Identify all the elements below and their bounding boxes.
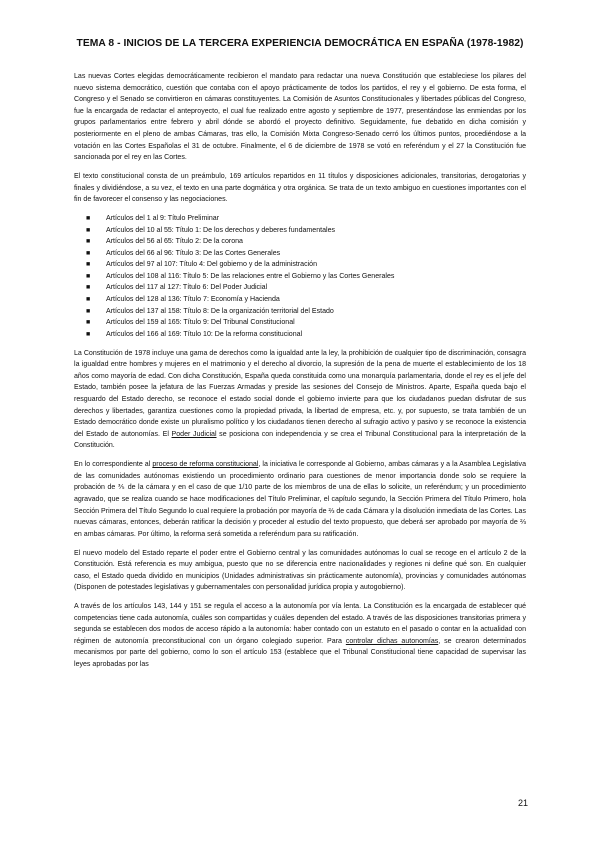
bullet-icon: ■ <box>86 319 91 327</box>
page-number: 21 <box>517 798 528 808</box>
list-item: ■ Artículos del 117 al 127: Título 6: Del Poder Judicial <box>74 282 526 294</box>
paragraph-rights: La Constitución de 1978 incluye una gama de derechos como la igualdad ante la ley, la prohibición de cualquier tipo de discriminación, consagra la igualdad entre hombres y mujeres en el matrimonio y el derecho al divorcio, la supresión de la pena de muerte el establecimiento de los 18 años como mayoría de edad. Con dicha Constitución, España queda constituida como una monarquía parlamentaria, donde el rey es el jefe del Estado, también posee la jefatura de las Fuerzas Armadas y preside las sesiones del Consejo de Ministros. Aparte, España queda bajo el resguardo del Estado derecho, se reconoce el estado social donde el gobierno invierte para que los ciudadanos puedan disfrutar de sus derechos y libertades, garantiza cuestiones como la propiedad privada, la libertad de empresa, etc. y, por supuesto, se trata también de un Estado democrático donde existe un pluralismo político y los ciudadanos tienen derecho al sufragio activo y pasivo y se reconoce la existencia del Estado de autonomías. El Poder Judicial se posiciona con independencia y se crea el Tribunal Constitucional para la interpretación de la Constitución. <box>74 349 526 450</box>
titles-list <box>74 213 526 341</box>
list-item: ■ Artículos del 97 al 107: Título 4: Del gobierno y de la administración <box>74 259 526 271</box>
poder-judicial-link[interactable]: Poder Judicial <box>171 430 217 438</box>
reform-process-link[interactable]: proceso de reforma constitucional <box>152 461 259 469</box>
list-item: ■ Artículos del 159 al 165: Título 9: Del Tribunal Constitucional <box>74 317 526 329</box>
paragraph-state-model: El nuevo modelo del Estado reparte el poder entre el Gobierno central y las comunidades autónomas lo cual se recoge en el artículo 2 de la Constitución. Está referencia es muy ambigua, puesto que no se diferencia entre nacionalidades y regiones ni define qué son. En cualquier caso, el Estado queda dividido en municipios (Unidades administrativas sin prácticamente autonomía), provincias y comunidades autónomas (Disponen de potestades legislativas y gubernamentales con personalidad jurídica propia y autogobierno). <box>74 549 526 592</box>
bullet-icon: ■ <box>86 284 91 292</box>
list-item: ■ Artículos del 137 al 158: Título 8: De la organización territorial del Estado <box>74 306 526 318</box>
bullet-icon: ■ <box>86 307 91 315</box>
list-item: ■ Artículos del 56 al 65: Título 2: De la corona <box>74 236 526 248</box>
bullet-icon: ■ <box>86 238 91 246</box>
paragraph-autonomy-access: A través de los artículos 143, 144 y 151 se regula el acceso a la autonomía por vía lenta. La Constitución es la encargada de establecer qué competencias tiene cada autonomía, cuáles son compartidas y cuáles dependen del estado. A través de las disposiciones transitorias primera y segunda se establecen dos modos de acceso rápido a la autonomía: haber contado con un estatuto en el pasado o contar en la actualidad con régimen de autonomía preconstitucional con un órgano colegiado superior. Para controlar dichas autonomías, se crearon determinados mecanismos por parte del gobierno, como lo son el artículo 153 (establece que el Tribunal Constitucional tiene capacidad de supervisar las leyes aprobadas por las <box>74 603 526 669</box>
list-item: ■ Artículos del 108 al 116: Título 5: De las relaciones entre el Gobierno y las Cortes Generales <box>74 271 526 283</box>
paragraph-constitution-structure: El texto constitucional consta de un preámbulo, 169 artículos repartidos en 11 títulos y disposiciones adicionales, transitorias, derogatorias y finales y dividiéndose, a su vez, el texto en una parte dogmática y otra orgánica. Se trata de un texto ambiguo en cuestiones importantes con el fin de favorecer el consenso y las negociaciones. <box>74 172 526 204</box>
bullet-icon: ■ <box>86 249 91 257</box>
paragraph-reform: En lo correspondiente al proceso de reforma constitucional, la iniciativa le corresponde al Gobierno, ambas cámaras y a la Asamblea Legislativa de las comunidades autónomas existiendo un procedimiento ordinario para cuestiones de menor importancia donde solo se requiere la probación de ⅗ de la cámara y en el caso de que 1/10 parte de los miembros de una de ellas lo solicite, un referéndum; y un procedimiento agravado, que se realiza cuando se hace modificaciones del Título Preliminar, el capítulo segundo, la Sección Primera del Título Primero, hola Sección Primera del Título Segundo lo cual requiere la probación por mayoría de ⅔ de cada Cámara y la disolución inmediata de las Cortes. Las nuevas cámaras, entonces, deberán ratificar la decisión y proceder al estudio del texto propuesto, que deberá ser aprobado por mayoría de ⅔ en ambas cámaras. Por último, la reforma será sometida a referéndum para su ratificación. <box>74 461 526 538</box>
bullet-icon: ■ <box>86 272 91 280</box>
paragraph-constitution-drafting: Las nuevas Cortes elegidas democráticamente recibieron el mandato para redactar una nueva Constitución que estableciese los pilares del nuevo sistema democrático, cuestión que contaba con el apoyo prácticamente de todos los partidos, el rey y el gobierno. De esta forma, el Congreso y el Senado se convirtieron en cámaras constituyentes. La Comisión de Asuntos Constitucionales y libertades públicas del Congreso, fue la encargada de redactar el anteproyecto, el cual fue realizado entre agosto y septiembre de 1977, presentándose las enmiendas por los grupos parlamentarios entre febrero y abril dónde se abordó el proyecto definitivo. Seguidamente, fue debatido en dicha comisión y posteriormente en el pleno de ambas Cámaras, tras ello, la Comisión Mixta Congreso-Senado cerró los últimos puntos, procediéndose a la votación en las Cortes Españolas el 31 de octubre. Finalmente, el 6 de diciembre de 1978 se votó en referéndum y el 27 la Constitución fue sancionada por el rey en las Cortes. <box>74 73 526 162</box>
control-autonomies-link[interactable]: controlar dichas autonomías <box>345 637 439 645</box>
list-item: ■ Artículos del 66 al 96: Título 3: De las Cortes Generales <box>74 248 526 260</box>
list-item: ■ Artículos del 166 al 169: Título 10: De la reforma constitucional <box>74 329 526 341</box>
bullet-icon: ■ <box>86 226 91 234</box>
bullet-icon: ■ <box>86 330 91 338</box>
document-body <box>74 71 526 678</box>
list-item: ■ Artículos del 10 al 55: Título 1: De los derechos y deberes fundamentales <box>74 225 526 237</box>
list-item: ■ Artículos del 1 al 9: Título Preliminar <box>74 213 526 225</box>
list-item: ■ Artículos del 128 al 136: Título 7: Economía y Hacienda <box>74 294 526 306</box>
bullet-icon: ■ <box>86 214 91 222</box>
bullet-icon: ■ <box>86 296 91 304</box>
page-title: TEMA 8 - INICIOS DE LA TERCERA EXPERIENCIA DEMOCRÁTICA EN ESPAÑA (1978-1982) <box>76 38 524 49</box>
bullet-icon: ■ <box>86 261 91 269</box>
